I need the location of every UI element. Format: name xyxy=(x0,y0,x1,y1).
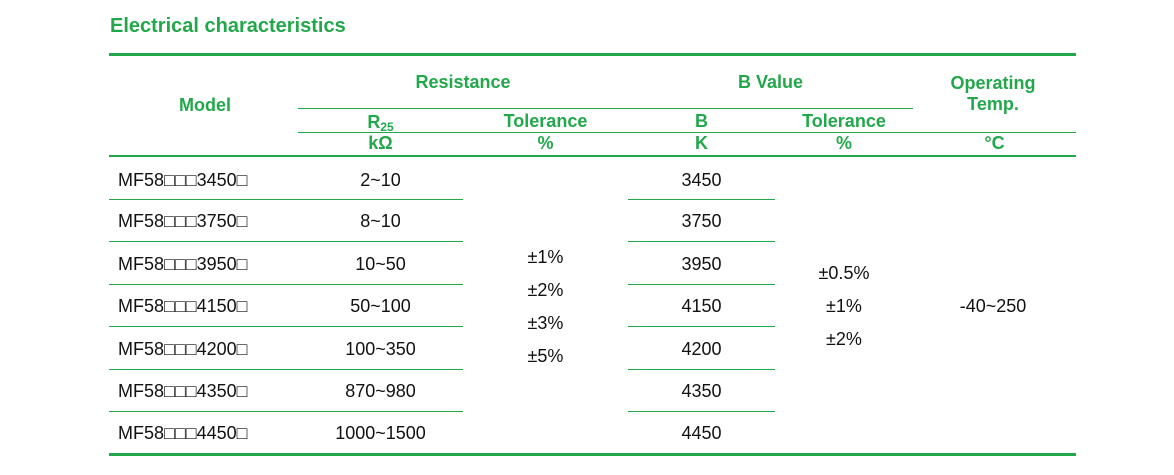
row-rule xyxy=(109,326,463,327)
header-b: B xyxy=(695,111,708,131)
unit-r25: kΩ xyxy=(368,133,393,153)
table-top-rule xyxy=(109,53,1076,56)
b-tolerance-list xyxy=(775,257,913,356)
model-cell: MF58□□□4350□ xyxy=(118,381,248,401)
header-r25-subscript: 25 xyxy=(380,120,394,134)
resistance-tolerance-item: ±3% xyxy=(527,313,564,333)
r25-cell: 2~10 xyxy=(360,170,401,190)
b-cell: 3750 xyxy=(681,211,722,231)
model-cell: MF58□□□3450□ xyxy=(118,170,248,190)
model-cell: MF58□□□3750□ xyxy=(118,211,248,231)
row-rule-b xyxy=(628,326,775,327)
unit-b-tolerance: % xyxy=(835,133,852,153)
header-resistance: Resistance xyxy=(415,72,511,92)
row-rule-b xyxy=(628,241,775,242)
model-cell: MF58□□□4200□ xyxy=(118,339,248,359)
header-b-tolerance: Tolerance xyxy=(802,111,886,131)
resistance-tolerance-item: ±2% xyxy=(527,280,564,300)
b-cell: 3950 xyxy=(681,254,722,274)
header-b-value: B Value xyxy=(737,72,804,92)
b-cell: 4150 xyxy=(681,296,722,316)
model-cell: MF58□□□4450□ xyxy=(118,423,248,443)
unit-b: K xyxy=(695,133,708,153)
r25-cell: 100~350 xyxy=(345,339,416,359)
operating-temp-range: -40~250 xyxy=(959,296,1027,316)
table-bottom-rule xyxy=(109,453,1076,456)
row-rule xyxy=(109,369,463,370)
row-rule-b xyxy=(628,284,775,285)
row-rule xyxy=(109,241,463,242)
group-rule-resistance-bvalue xyxy=(298,108,913,109)
model-cell: MF58□□□4150□ xyxy=(118,296,248,316)
resistance-tolerance-item: ±5% xyxy=(527,346,564,366)
row-rule-b xyxy=(628,199,775,200)
unit-resistance-tolerance: % xyxy=(537,133,554,153)
r25-cell: 1000~1500 xyxy=(335,423,426,443)
unit-operating-temp: °C xyxy=(984,133,1005,153)
b-cell: 4450 xyxy=(681,423,722,443)
r25-cell: 50~100 xyxy=(350,296,411,316)
section-title: Electrical characteristics xyxy=(110,15,346,37)
r25-cell: 870~980 xyxy=(345,381,416,401)
b-cell: 3450 xyxy=(681,170,722,190)
b-tolerance-item: ±2% xyxy=(826,329,862,349)
header-operating-temp: Operating Temp. xyxy=(950,73,1036,114)
row-rule xyxy=(109,199,463,200)
r25-cell: 10~50 xyxy=(355,254,406,274)
row-rule-b xyxy=(628,369,775,370)
header-model: Model xyxy=(179,95,231,115)
b-tolerance-item: ±1% xyxy=(826,296,862,316)
resistance-tolerance-list xyxy=(463,241,628,373)
model-cell: MF58□□□3950□ xyxy=(118,254,248,274)
resistance-tolerance-item: ±1% xyxy=(527,247,564,267)
header-r25-main: R xyxy=(367,112,381,132)
b-cell: 4350 xyxy=(681,381,722,401)
r25-cell: 8~10 xyxy=(360,211,401,231)
b-cell: 4200 xyxy=(681,339,722,359)
header-r25 xyxy=(298,112,463,133)
b-tolerance-item: ±0.5% xyxy=(818,263,870,283)
row-rule xyxy=(109,411,463,412)
row-rule xyxy=(109,284,463,285)
header-bottom-rule xyxy=(109,155,1076,157)
row-rule-b xyxy=(628,411,775,412)
header-resistance-tolerance: Tolerance xyxy=(503,111,588,131)
